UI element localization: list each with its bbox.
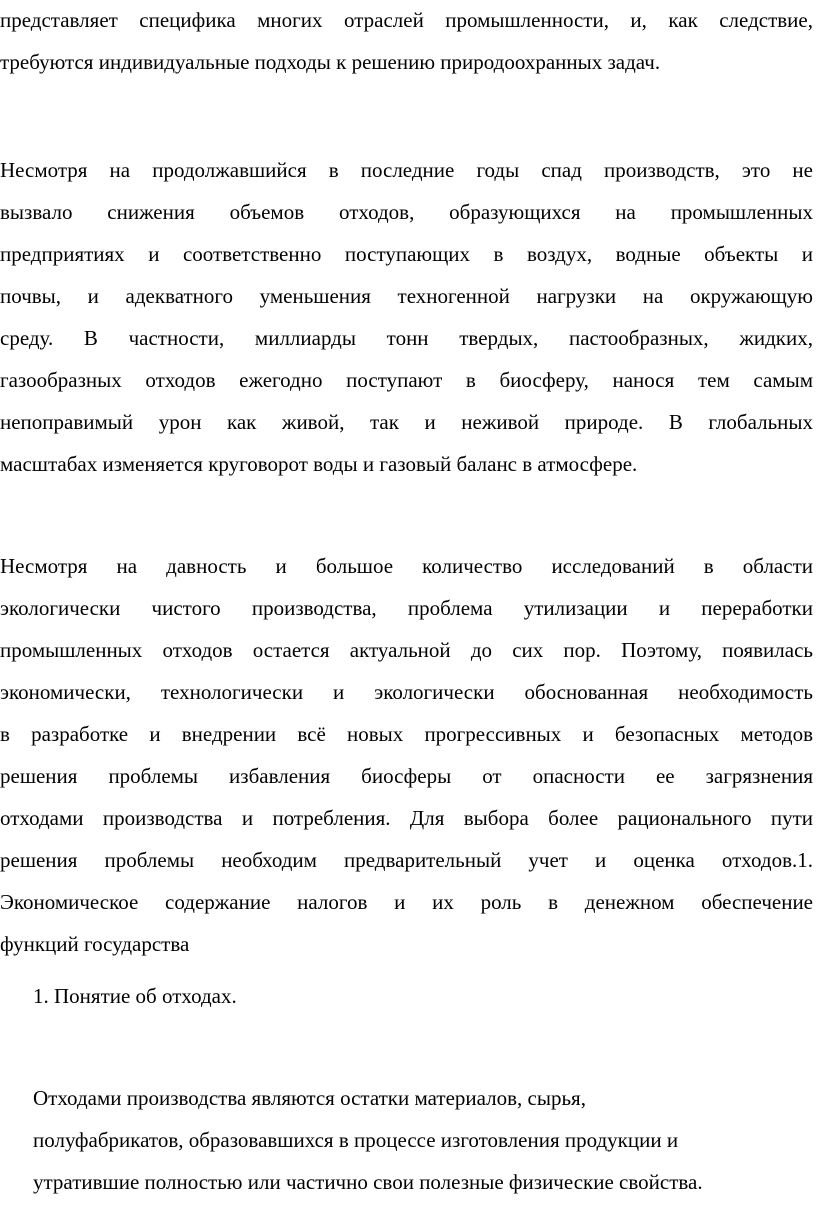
text-line: утратившие полностью или частично свои полезные физические свойства. <box>33 1170 703 1194</box>
text-line: предприятиях и соответственно поступающих в воздух, водные объекты и <box>0 242 813 266</box>
text-line: представляет специфика многих отраслей промышленности, и, как следствие, <box>0 8 813 32</box>
text-line: Несмотря на продолжавшийся в последние годы спад производств, это не <box>0 158 813 182</box>
text-line: решения проблемы избавления биосферы от опасности ее загрязнения <box>0 764 813 788</box>
section-heading: 1. Понятие об отходах. <box>33 984 237 1008</box>
text-line: Несмотря на давность и большое количество исследований в области <box>0 554 813 578</box>
text-line: в разработке и внедрении всё новых прогрессивных и безопасных методов <box>0 722 813 746</box>
text-line: почвы, и адекватного уменьшения техногенной нагрузки на окружающую <box>0 284 813 308</box>
text-line: требуются индивидуальные подходы к решению природоохранных задач. <box>0 50 661 74</box>
text-line: вызвало снижения объемов отходов, образующихся на промышленных <box>0 200 813 224</box>
text-line: промышленных отходов остается актуальной до сих пор. Поэтому, появилась <box>0 638 813 662</box>
text-line: масштабах изменяется круговорот воды и газовый баланс в атмосфере. <box>0 452 638 476</box>
text-line: Отходами производства являются остатки материалов, сырья, <box>33 1086 586 1110</box>
text-line: решения проблемы необходим предварительный учет и оценка отходов.1. <box>0 848 813 872</box>
text-line: полуфабрикатов, образовавшихся в процессе изготовления продукции и <box>33 1128 679 1152</box>
text-line: Экономическое содержание налогов и их роль в денежном обеспечение <box>0 890 813 914</box>
text-line: непоправимый урон как живой, так и неживой природе. В глобальных <box>0 410 813 434</box>
text-line: экологически чистого производства, проблема утилизации и переработки <box>0 596 813 620</box>
text-line: среду. В частности, миллиарды тонн твердых, пастообразных, жидких, <box>0 326 813 350</box>
text-line: функций государства <box>0 932 190 956</box>
text-line: экономически, технологически и экологически обоснованная необходимость <box>0 680 813 704</box>
text-line: газообразных отходов ежегодно поступают в биосферу, нанося тем самым <box>0 368 813 392</box>
text-line: отходами производства и потребления. Для выбора более рационального пути <box>0 806 813 830</box>
